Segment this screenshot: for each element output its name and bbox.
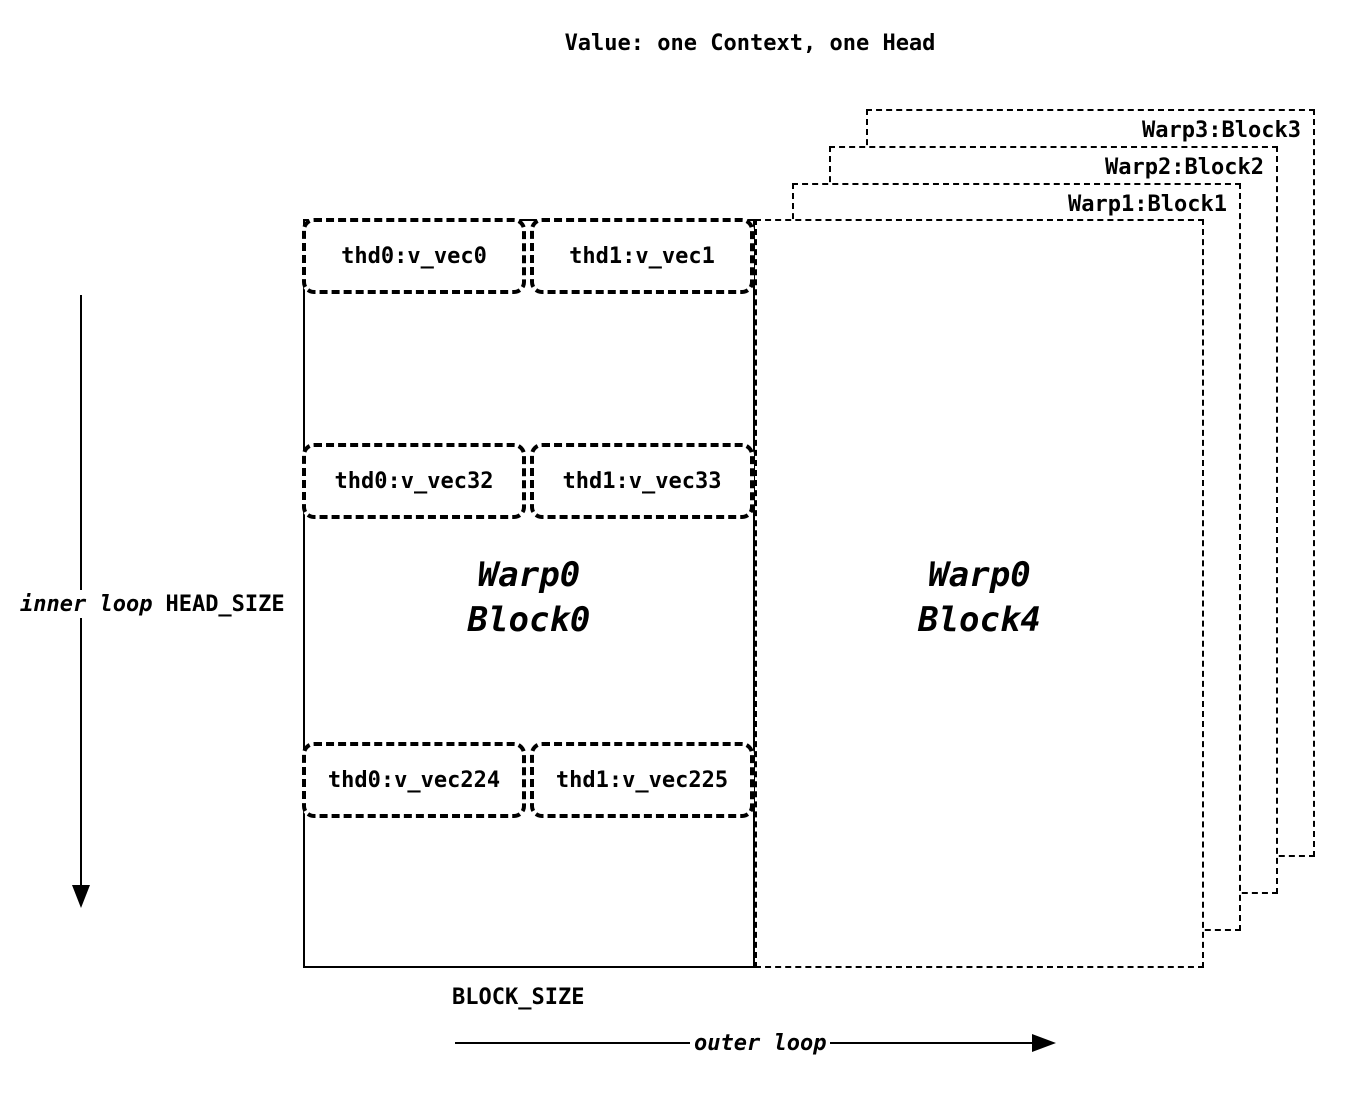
warp0-block4-label-line2: Block4 <box>918 600 1041 640</box>
thd-cell-v-vec225-label: thd1:v_vec225 <box>555 767 729 793</box>
block-size-label: BLOCK_SIZE <box>452 985 585 1010</box>
thd-cell-v-vec0 <box>302 218 526 294</box>
warp0-block0-label-line2: Block0 <box>467 600 591 640</box>
diagram-title: Value: one Context, one Head <box>564 31 936 56</box>
thd-cell-v-vec33 <box>530 443 754 519</box>
inner-loop-arrowhead-icon <box>72 885 90 908</box>
thd-cell-v-vec32-label: thd0:v_vec32 <box>334 468 494 494</box>
thd-cell-v-vec224-label: thd0:v_vec224 <box>327 767 501 793</box>
thd-cell-v-vec225 <box>530 742 754 818</box>
warp0-block0-label-line1: Warp0 <box>477 555 581 595</box>
thd-cell-v-vec33-label: thd1:v_vec33 <box>562 468 722 494</box>
outer-loop-axis-label <box>690 1029 830 1057</box>
warp0-block0-label <box>303 553 755 643</box>
thd-cell-v-vec0-label: thd0:v_vec0 <box>341 243 487 269</box>
head-size-label: HEAD_SIZE <box>165 591 285 617</box>
warp1-block1-label: Warp1:Block1 <box>1068 192 1227 217</box>
outer-loop-arrowhead-icon <box>1032 1034 1056 1052</box>
thd-cell-v-vec1-label: thd1:v_vec1 <box>569 243 715 269</box>
thd-cell-v-vec224 <box>302 742 526 818</box>
warp2-block2-label: Warp2:Block2 <box>1105 155 1264 180</box>
inner-loop-axis-label <box>18 590 287 618</box>
warp3-block3-label: Warp3:Block3 <box>1142 118 1301 143</box>
warp0-block4-label-line1: Warp0 <box>928 555 1031 595</box>
inner-loop-label: inner loop <box>20 591 153 617</box>
thd-cell-v-vec1 <box>530 218 754 294</box>
thd-cell-v-vec32 <box>302 443 526 519</box>
warp0-block4-label <box>755 553 1204 643</box>
outer-loop-label: outer loop <box>694 1030 827 1056</box>
